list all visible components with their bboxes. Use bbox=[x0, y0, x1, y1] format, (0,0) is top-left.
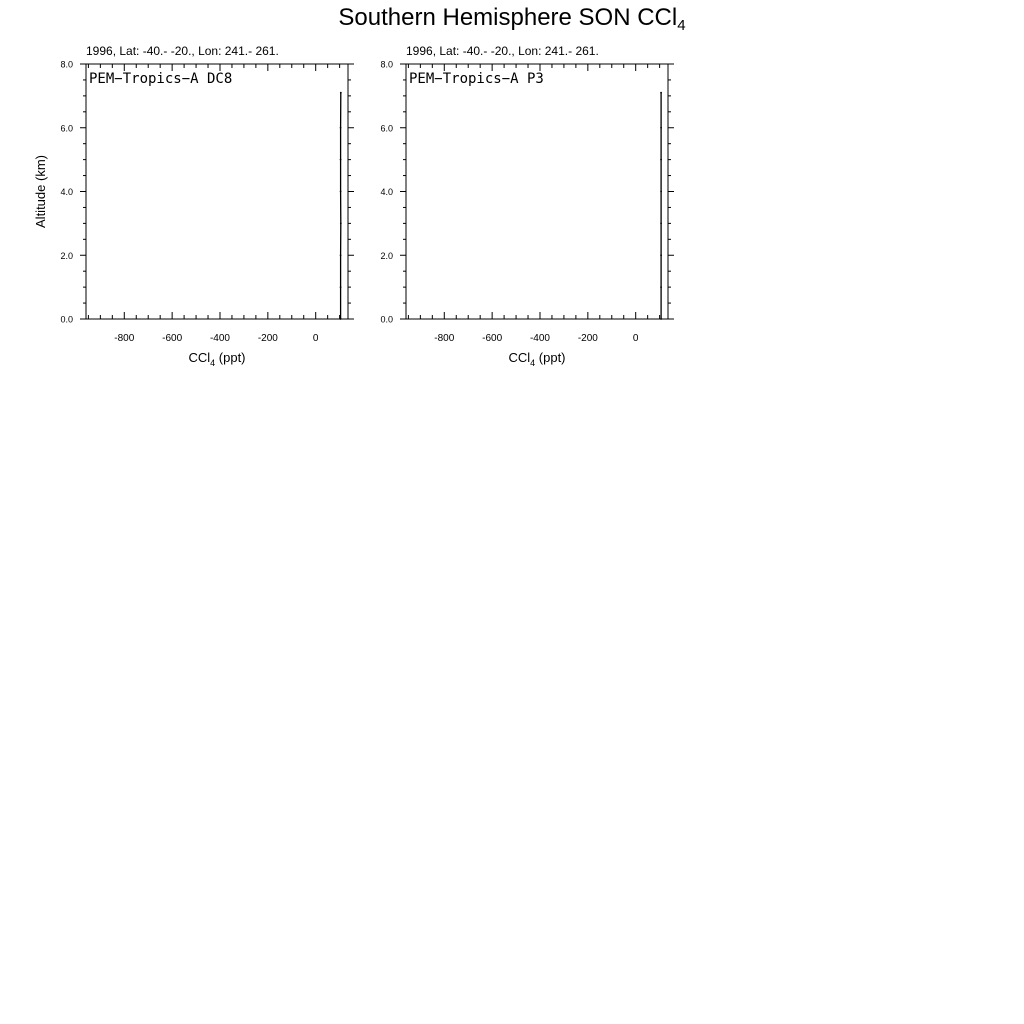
figure-title-text: Southern Hemisphere SON CCl bbox=[338, 4, 678, 31]
data-point bbox=[660, 318, 662, 320]
panel-subtitle: 1996, Lat: -40.- -20., Lon: 241.- 261. bbox=[86, 44, 279, 58]
x-axis-label-suffix: (ppt) bbox=[215, 350, 246, 365]
y-tick-label: 8.0 bbox=[60, 59, 73, 70]
chart-panel-2 bbox=[380, 44, 674, 368]
panel-label: PEM−Tropics−A DC8 bbox=[89, 71, 233, 87]
y-tick-label: 6.0 bbox=[60, 123, 73, 134]
y-tick-label: 8.0 bbox=[380, 59, 393, 70]
x-tick-label: -800 bbox=[434, 333, 455, 344]
x-tick-label: -800 bbox=[114, 333, 135, 344]
x-tick-label: -200 bbox=[577, 333, 598, 344]
figure-title-subscript: 4 bbox=[677, 17, 686, 34]
y-tick-label: 0.0 bbox=[60, 314, 73, 325]
x-axis-label-suffix: (ppt) bbox=[535, 350, 566, 365]
y-tick-label: 2.0 bbox=[380, 250, 393, 261]
data-point bbox=[660, 286, 662, 288]
y-tick-label: 4.0 bbox=[60, 187, 73, 197]
data-point bbox=[340, 318, 342, 320]
data-point bbox=[340, 159, 342, 161]
x-axis-label-text: CCl bbox=[508, 350, 531, 365]
data-point bbox=[340, 92, 342, 94]
x-tick-label: 0 bbox=[632, 333, 639, 344]
y-tick-label: 4.0 bbox=[380, 187, 393, 197]
y-axis-label: Altitude (km) bbox=[33, 155, 48, 228]
data-point bbox=[340, 286, 342, 288]
data-point bbox=[340, 254, 342, 256]
x-axis-label-subscript: 4 bbox=[210, 358, 216, 368]
x-axis-label-text: CCl bbox=[188, 350, 211, 365]
data-point bbox=[340, 127, 342, 129]
data-point bbox=[660, 127, 662, 129]
data-point bbox=[340, 191, 342, 193]
x-axis-label bbox=[508, 350, 565, 368]
plot-frame bbox=[86, 64, 348, 319]
data-point bbox=[660, 159, 662, 161]
chart-panel-1 bbox=[33, 44, 354, 368]
y-tick-label: 2.0 bbox=[60, 250, 73, 261]
panel-label: PEM−Tropics−A P3 bbox=[409, 71, 544, 87]
plot-frame bbox=[406, 64, 668, 319]
y-tick-label: 6.0 bbox=[380, 123, 393, 134]
data-point bbox=[660, 191, 662, 193]
data-point bbox=[660, 222, 662, 224]
y-tick-label: 0.0 bbox=[380, 314, 393, 325]
x-tick-label: -200 bbox=[257, 333, 278, 344]
x-tick-label: -400 bbox=[209, 333, 230, 344]
x-axis-label bbox=[188, 350, 245, 368]
x-tick-label: 0 bbox=[312, 333, 319, 344]
x-tick-label: -600 bbox=[162, 333, 183, 344]
data-point bbox=[340, 222, 342, 224]
data-point bbox=[660, 254, 662, 256]
panel-subtitle: 1996, Lat: -40.- -20., Lon: 241.- 261. bbox=[406, 44, 599, 58]
x-tick-label: -600 bbox=[482, 333, 503, 344]
x-tick-label: -400 bbox=[529, 333, 550, 344]
x-axis-label-subscript: 4 bbox=[530, 358, 536, 368]
data-point bbox=[660, 92, 662, 94]
